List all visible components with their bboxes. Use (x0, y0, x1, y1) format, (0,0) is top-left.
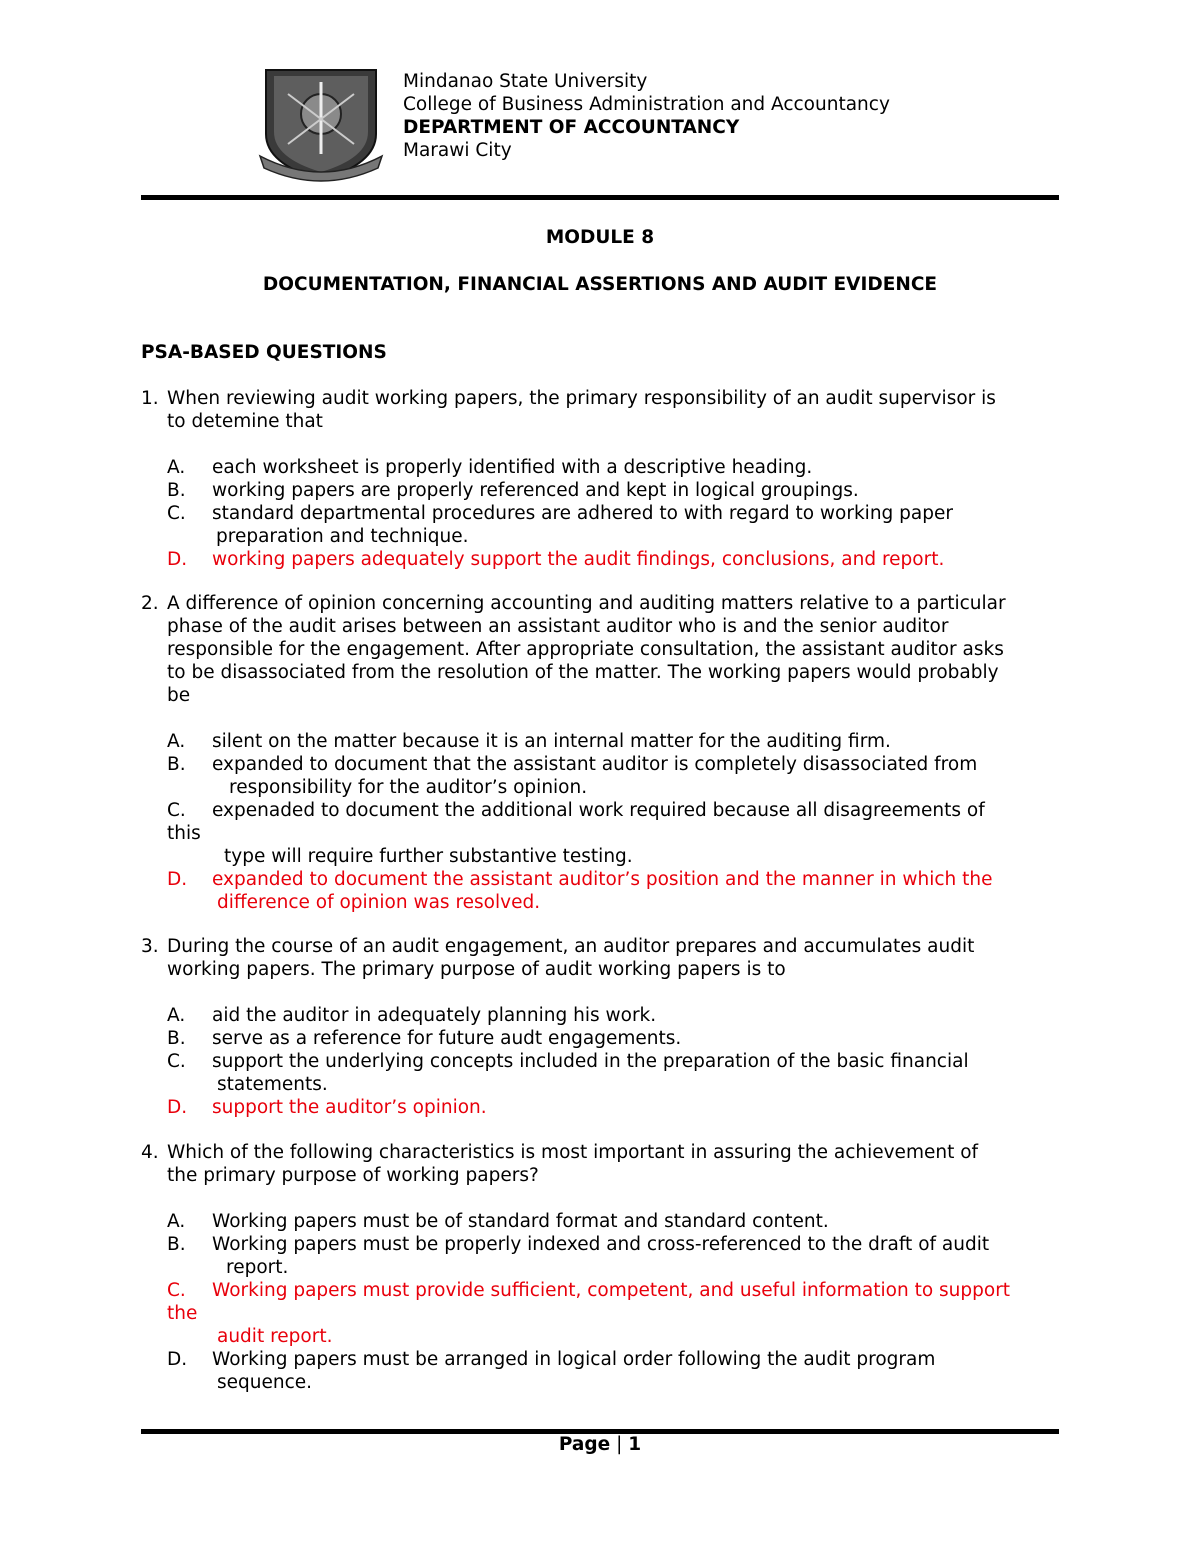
city-name: Marawi City (403, 140, 512, 161)
page-footer (141, 1434, 1059, 1455)
option-d-correct: D. working papers adequately support the audit findings, conclusions, and report. (167, 549, 945, 570)
question-stem: 2. A difference of opinion concerning accounting and auditing matters relative to a particular phase of the audit arises between an assistant auditor who is and the senior auditor responsible for the engagement. After appropriate consultation, the assistant auditor asks to be disassociated from the resolution of the matter. The working papers would probably be (141, 593, 1006, 706)
option-d-correct: D. expanded to document the assistant auditor’s position and the manner in which the difference of opinion was resolved. (167, 869, 993, 913)
question-stem: 1. When reviewing audit working papers, the primary responsibility of an audit supervisor is to detemine that (141, 388, 996, 432)
option-a: A. aid the auditor in adequately planning his work. (167, 1005, 657, 1026)
module-title: MODULE 8 (545, 227, 655, 248)
question-1 (141, 387, 1059, 571)
institution-block (403, 70, 890, 162)
option-d-correct: D. support the auditor’s opinion. (167, 1097, 487, 1118)
option-c: C. support the underlying concepts included in the preparation of the basic financial statements. (167, 1051, 969, 1095)
header-divider (141, 195, 1059, 200)
page-number: 1 (628, 1434, 642, 1455)
question-number: 1. (141, 388, 159, 409)
option-a: A. Working papers must be of standard format and standard content. (167, 1211, 829, 1232)
question-number: 3. (141, 936, 159, 957)
option-d: D. Working papers must be arranged in logical order following the audit program sequence. (167, 1349, 936, 1393)
university-seal-icon (258, 64, 384, 184)
question-3 (141, 935, 1059, 1119)
college-name: College of Business Administration and Accountancy (403, 94, 890, 115)
department-name: DEPARTMENT OF ACCOUNTANCY (403, 117, 740, 138)
option-c: C. standard departmental procedures are adhered to with regard to working paper preparation and technique. (167, 503, 953, 547)
option-b: B. expanded to document that the assistant auditor is completely disassociated from responsibility for the auditor’s opinion. (167, 754, 978, 798)
university-name: Mindanao State University (403, 71, 648, 92)
question-number: 4. (141, 1142, 159, 1163)
page-label: Page (558, 1434, 611, 1455)
option-a: A. each worksheet is properly identified with a descriptive heading. (167, 457, 813, 478)
section-title: PSA-BASED QUESTIONS (141, 342, 387, 363)
option-a: A. silent on the matter because it is an internal matter for the auditing firm. (167, 731, 891, 752)
question-4 (141, 1141, 1059, 1394)
question-number: 2. (141, 593, 159, 614)
question-stem: 3. During the course of an audit engagement, an auditor prepares and accumulates audit working papers. The primary purpose of audit working papers is to (141, 936, 975, 980)
question-2 (141, 592, 1059, 914)
option-c-correct: C. Working papers must provide sufficient, competent, and useful information to support the audit report. (167, 1280, 1011, 1347)
option-b: B. Working papers must be properly indexed and cross-referenced to the draft of audit report. (167, 1234, 990, 1278)
option-b: B. serve as a reference for future audt engagements. (167, 1028, 682, 1049)
page-separator: | (616, 1434, 623, 1455)
option-c: C. expenaded to document the additional work required because all disagreements of this type will require further substantive testing. (167, 800, 985, 867)
module-subtitle: DOCUMENTATION, FINANCIAL ASSERTIONS AND AUDIT EVIDENCE (262, 274, 938, 295)
question-stem: 4. Which of the following characteristics is most important in assuring the achievement of the primary purpose of working papers? (141, 1142, 979, 1186)
option-b: B. working papers are properly referenced and kept in logical groupings. (167, 480, 859, 501)
